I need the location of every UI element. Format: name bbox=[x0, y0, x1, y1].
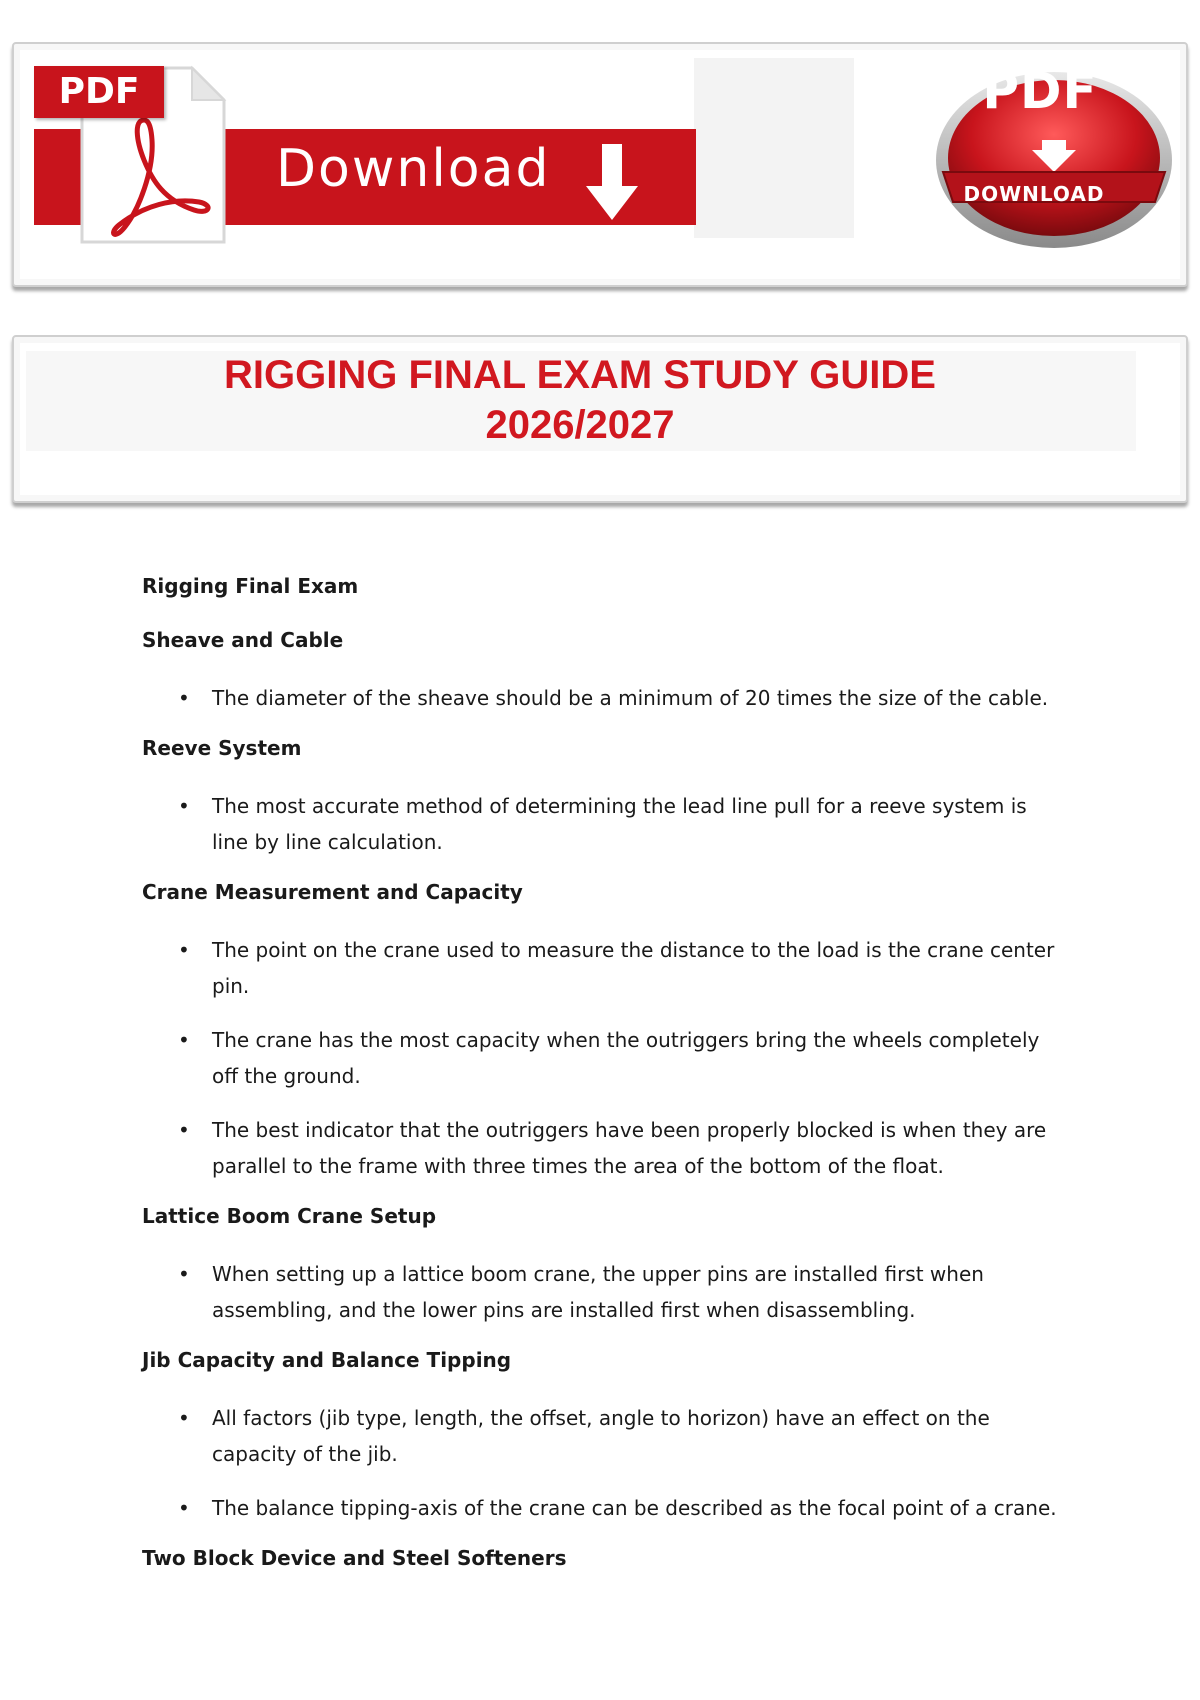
section bbox=[142, 1544, 1062, 1572]
bullet-item: • The point on the crane used to measure the distance to the load is the crane center pin. bbox=[142, 932, 1062, 1004]
section-heading: Sheave and Cable bbox=[142, 628, 344, 652]
bullet-list bbox=[142, 680, 1062, 716]
section bbox=[142, 1346, 1062, 1526]
bullet-item: • The diameter of the sheave should be a minimum of 20 times the size of the cable. bbox=[142, 680, 1062, 716]
bullet-item: • The most accurate method of determining the lead line pull for a reeve system is line by line calculation. bbox=[142, 788, 1062, 860]
title-line-1: RIGGING FINAL EXAM STUDY GUIDE bbox=[224, 353, 936, 397]
section-heading: Two Block Device and Steel Softeners bbox=[142, 1546, 567, 1570]
bullet-list bbox=[142, 1256, 1062, 1328]
section-heading: Crane Measurement and Capacity bbox=[142, 880, 523, 904]
page-title bbox=[0, 350, 1200, 450]
section bbox=[142, 1202, 1062, 1328]
bullet-list bbox=[142, 932, 1062, 1184]
section bbox=[142, 626, 1062, 716]
section-heading: Lattice Boom Crane Setup bbox=[142, 1204, 437, 1228]
section bbox=[142, 878, 1062, 1184]
bullet-item: • All factors (jib type, length, the offset, angle to horizon) have an effect on the capacity of the jib. bbox=[142, 1400, 1062, 1472]
title-line-2: 2026/2027 bbox=[485, 403, 675, 447]
download-label[interactable]: Download bbox=[276, 139, 551, 199]
bullet-item: • When setting up a lattice boom crane, the upper pins are installed first when assembling, and the lower pins are installed first when disassembling. bbox=[142, 1256, 1062, 1328]
document-heading: Rigging Final Exam bbox=[142, 574, 359, 598]
banner-strip bbox=[694, 58, 854, 238]
section-heading: Reeve System bbox=[142, 736, 302, 760]
download-banner[interactable] bbox=[12, 42, 1188, 287]
bullet-item: • The crane has the most capacity when the outriggers bring the wheels completely off the ground. bbox=[142, 1022, 1062, 1094]
download-arrow-icon bbox=[584, 144, 640, 224]
section bbox=[142, 734, 1062, 860]
bullet-list bbox=[142, 1400, 1062, 1526]
section-heading: Jib Capacity and Balance Tipping bbox=[142, 1348, 512, 1372]
pdf-tag: PDF bbox=[34, 66, 164, 118]
bullet-item: • The best indicator that the outriggers have been properly blocked is when they are parallel to the frame with three times the area of the bottom of the float. bbox=[142, 1112, 1062, 1184]
bullet-item: • The balance tipping-axis of the crane can be described as the focal point of a crane. bbox=[142, 1490, 1062, 1526]
badge-download-label: DOWNLOAD bbox=[963, 182, 1105, 206]
badge-pdf-label: PDF bbox=[982, 62, 1098, 120]
document-body bbox=[142, 572, 1062, 1598]
bullet-list bbox=[142, 788, 1062, 860]
